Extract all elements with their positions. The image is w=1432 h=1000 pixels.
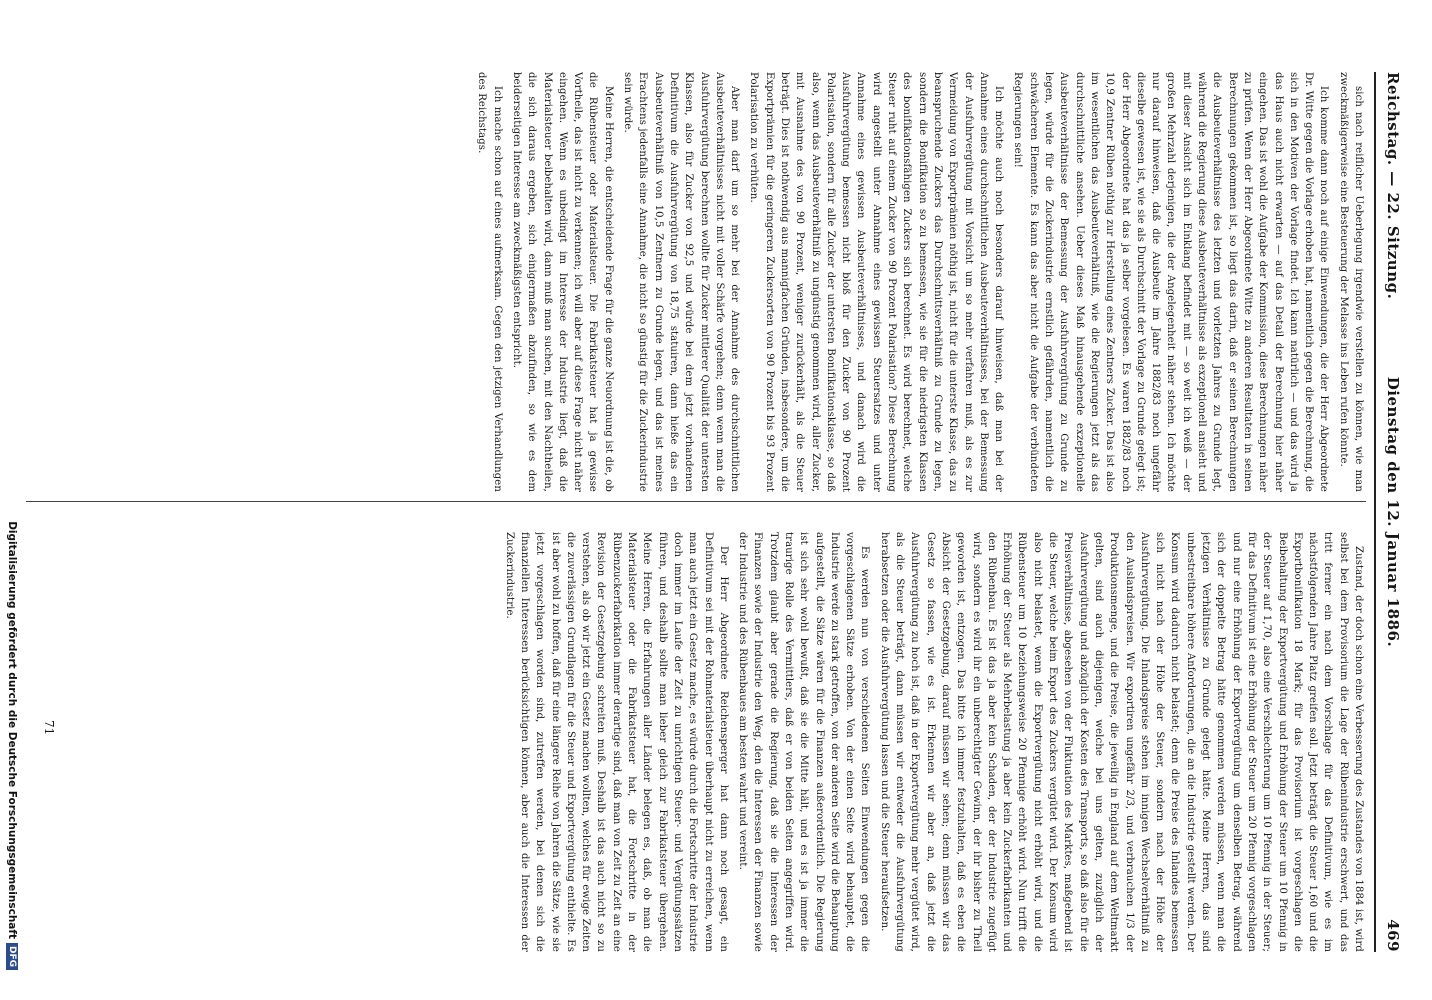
right-paragraph: Zustand, der doch schon eine Verbesserung des Zustandes von 1884 ist, wird selbst bei dem Provisorium die Lage der Rübenindustrie erschwert, und das tritt ferner ein nach dem Vorschlage für das Definitivum, wie es im nächstfolgenden Jahre Platz greifen soll. Jetzt beträgt die Steuer 1,60 und die Exportbonifikation 18 Mark; für das Provisorium ist vorgeschlagen die Beibehaltung der Exportvergütung und Erhöhung der Steuer um 10 Pfennig in der Steuer auf 1,70, also eine Verschlechterung um 10 Pfennig in der Steuer; für das Definitivum ist eine Erhöhung der Steuer um 20 Pfennig vorgeschlagen und nur eine Erhöhung der Exportvergütung um denselben Betrag, während sich der doppelte Betrag hätte genommen werden müssen, wenn man die jetzigen Verhältnisse zu Grunde gelegt hätte. Meine Herren, das sind unbestreitbare höhere Anforderungen, die an die Industrie gestellt werden. Der Konsum wird dadurch nicht belastet; denn die Preise des Inlandes bemessen sich nicht nach der Höhe der Steuer, sondern nach der Höhe der Ausfuhrvergütung. Die Inlandspreise stehen im innigen Wechselverhältniß zu den Auslandspreisen. Wir exportiren ungefähr 2/3, und verbrauchen 1/3 der Produktionsmenge, und die Preise, die jeweilig in England auf dem Weltmarkt gelten, sind auch diejenigen, welche bei uns gelten, zuzüglich der Ausfuhrvergütung und abzüglich der Kosten des Transports, so daß also für die Preisverhältnisse, abgesehen von der Fluktuation des Marktes, maßgebend ist die Steuer, welche beim Export des Zuckers vergütet wird. Der Konsum wird also nicht belastet, wenn die Exportvergütung nicht erhöht wird, und die Rübensteuer um 10 beziehungsweise 20 Pfennige erhöht wird. Nun trifft die Erhöhung der Steuer als Mehrbelastung ja aber kein Zuckerfabrikanten und den Rübenbau. Es ist das ja aber kein Schaden, der der Industrie zugefügt wird, sondern es wird ihr ein unberechtigter Gewinn, der ihr bisher zu Theil geworden ist, entzogen. Das bitte ich immer festzuhalten, daß es eben die Absicht der Gesetzgebung, darauf müssen wir sehen; denn müssen wir das Gesetz so fassen, wie es ist. Erkennen wir aber an, daß jetzt die Ausfuhrvergütung zu hoch ist, daß in der Exportvergütung mehr vergütet wird, als die Steuer beträgt, dann müssen wir entweder die Ausfuhrvergütung herabsetzen oder die Ausfuhrvergütung lassen und die Steuer heraufsetzen.	[878, 532, 1364, 952]
column-divider	[26, 501, 1366, 502]
credit-text: Digitalisierung gefördert durch die Deutsche Forschungsgemeinschaft	[6, 521, 18, 939]
header-rule	[1374, 72, 1376, 952]
left-paragraph: Ich mache schon auf eines aufmerksam. Gegen den jetzigen Verhandlungen des Reichstags.	[476, 72, 503, 492]
left-column	[26, 72, 1366, 492]
left-paragraph: Meine Herren, die entscheidende Frage für die ganze Neuordnung ist die, ob die Rübensteuer oder Materialsteuer. Die Fabrikatsteuer hat ja gewisse Vortheile, das ist nicht zu verkennen; ich will aber auf diese Frage nicht näher eingehen. Wenn es unbedingt im Interesse der Industrie liegt, daß die Materialsteuer beibehalten wird, dann muß man suchen, mit den Nachtheilen, die sich daraus ergeben, sich einigermaßen abzufinden, so wie es dem beiderseitigen Interesse am zweckmäßigsten entspricht.	[510, 72, 614, 492]
page-number: 469	[1384, 919, 1402, 952]
header-date: Dienstag den 12. Januar 1886.	[1384, 376, 1402, 648]
left-paragraph: Ich möchte auch noch besonders darauf hinweisen, daß man bei der Annahme eines durchschnittlichen Ausbeuteverhältnisses, bei der Bemessung der Ausfuhrvergütung mit Vorsicht um so mehr verfahren muß, als es zur Vermeidung von Exportprämien nöthig ist, nicht für die unterste Klasse, das zu beanspruchende Zuckers das Durchschnittsverhältniß zu Grunde zu legen, sondern die Bonifikation so zu bemessen, wie sie für die niedrigsten Klassen des bonifikationsfähigen Zuckers sich berechnet. Es wird berechnet, welche Steuer ruht auf einem Zucker von 90 Prozent Polarisation? Diese Berechnung wird angestellt unter Annahme eines gewissen Steuersatzes und unter Annahme eines gewissen Ausbeuteverhältnisses, und danach wird die Ausfuhrvergütung bemessen nicht bloß für den Zucker von 90 Prozent Polarisation, sondern für alle Zucker der untersten Bonifikationsklasse, so daß also, wenn das Ausbeuteverhältniß zu ungünstig genommen wird, aller Zucker, mit Ausnahme des von 90 Prozent, weniger zurückerhält, als die Steuer beträgt. Dies ist nothwendig aus mannigfachen Gründen, insbesondere, um die Exportprämien für die geringeren Zuckersorten von 90 Prozent bis 93 Prozent Polarisation zu verhüten.	[748, 72, 1005, 492]
left-paragraph: Aber man darf um so mehr bei der Annahme des durchschnittlichen Ausbeuteverhältnisses nicht mit voller Schärfe vorgehen; denn wenn man die Ausfuhrvergütung berechnen wollte für Zucker mittlerer Qualität der untersten Klassen, also für Zucker von 92,5 und würde bei dem jetzt vorhandenen Definitivum die Ausfuhrvergütung von 18,75 statuiren, dann hieße das ein Ausbeuteverhältniß von 10,5 Zentnern zu Grunde legen, und das ist meines Erachtens jedenfalls eine Annahme, die nicht so günstig für die Zuckerindustrie sein würde.	[622, 72, 741, 492]
header-left: Reichstag. — 22. Sitzung.	[1384, 72, 1402, 300]
right-paragraph: Es werden nun von verschiedenen Seiten Einwendungen gegen die vorgeschlagenen Sätze erhoben. Von der einen Seite wird behauptet, die Industrie werde zu stark getroffen, von der anderen Seite wird die Behauptung aufgestellt, die Sätze wären für die Finanzen außerordentlich. Die Regierung ist sich sehr wohl bewußt, daß sie die Mitte hält, und es ist ja immer die traurige Rolle des Vermittlers, daß er von beiden Seiten angegriffen wird. Trotzdem glaubt aber gerade die Regierung, daß sie die Interessen der Finanzen sowie der Industrie den Weg, den die Interessen der Finanzen sowie der Industrie und des Rübenbaues am besten wahrt und vereint.	[737, 532, 871, 952]
page-header	[1378, 72, 1402, 952]
right-column	[26, 532, 1366, 952]
signature-mark: 71	[42, 720, 56, 736]
left-paragraph: Ich komme dann noch auf einige Einwendungen, die der Herr Abgeordnete Dr. Witte gegen die Vorlage erhoben hat, namentlich gegen die Berechnung, die sich in den Motiven der Vorlage findet. Ich kann natürlich — und das wird ja das Haus auch nicht erwarten — auf das Detail der Berechnung hier näher eingehen. Das ist wohl die Aufgabe der Kommission, diese Berechnungen näher zu prüfen. Wenn der Herr Abgeordnete Witte zu anderen Resultaten in seinen Berechnungen gekommen ist, so liegt das darin, daß er seinen Berechnungen die Ausbeuteverhältnisse des letzten und vorletzten Jahres zu Grunde legt, während die Regierung diese Ausbeuteverhältnisse als exzeptionell ansieht und mit dieser Ansicht sich im Einklang befindet mit — so weit ich weiß — der großen Mehrzahl derjenigen, die der Angelegenheit näher stehen. Ich möchte nur darauf hinweisen, daß die Ausbeute im Jahre 1882/83 noch ungefähr dieselbe gewesen ist, wie sie als Durchschnitt der Vorlage zu Grunde gelegt ist; der Herr Abgeordnete hat das ja selber vorgelesen. Es waren 1882/83 noch 10,9 Zentner Rüben nöthig zur Herstellung eines Zentners Zucker. Das ist also im wesentlichen das Ausbeuteverhältniß, wie die Regierungen jetzt als das durchschnittliche ansehen. Ueber dieses Maß hinausgehende exzeptionelle Ausbeuteverhältnisse der Bemessung der Ausfuhrvergütung zu Grunde zu legen, würde für die Zuckerindustrie ernstlich gefährden, namentlich die schwächeren Elemente. Es kann das aber nicht die Aufgabe der verbündeten Regierungen sein!	[1012, 72, 1330, 492]
digitization-credit	[0, 0, 18, 1000]
right-paragraph: Der Herr Abgeordnete Reichensperger hat dann noch gesagt, ein Definitivum sei mit der Rohmaterialsteuer überhaupt nicht zu erreichen, wenn man auch jetzt ein Gesetz mache, es würde durch die Fortschritte der Industrie doch immer im Laufe der Zeit zu unrichtigen Steuer- und Vergütungssätzen führen, und deshalb sollte man lieber gleich zur Fabrikatsteuer übergehen. Meine Herren, die Erfahrungen aller Länder belegen es, daß, ob man die Materialsteuer oder die Fabrikatsteuer hat, die Fortschritte in der Rübenzuckerfabrikation immer derartige sind, daß man von Zeit zu Zeit an eine Revision der Gesetzgebung schreiten muß. Deshalb ist das auch nicht so zu verstehen, als ob wir jetzt ein Gesetz machen wollten, welches für ewige Zeiten die zuverlässigen Grundlagen für die Steuer und Exportvergütung enthielte. Es ist aber wohl zu hoffen, daß für eine längere Reihe von Jahren die Sätze, wie sie jetzt vorgeschlagen worden sind, zutreffen werden, bei denen sich die finanziellen Interessen berücksichtigen können, aber auch die Interessen der Zuckerindustrie.	[503, 532, 729, 952]
left-paragraph: sich nach reiflicher Ueberlegung irgendwie verstellen zu können, wie man zweckmäßigerweise eine Besteuerung der Melasse ins Leben rufen könnte.	[1337, 72, 1364, 492]
dfg-logo: DFG	[6, 943, 18, 970]
